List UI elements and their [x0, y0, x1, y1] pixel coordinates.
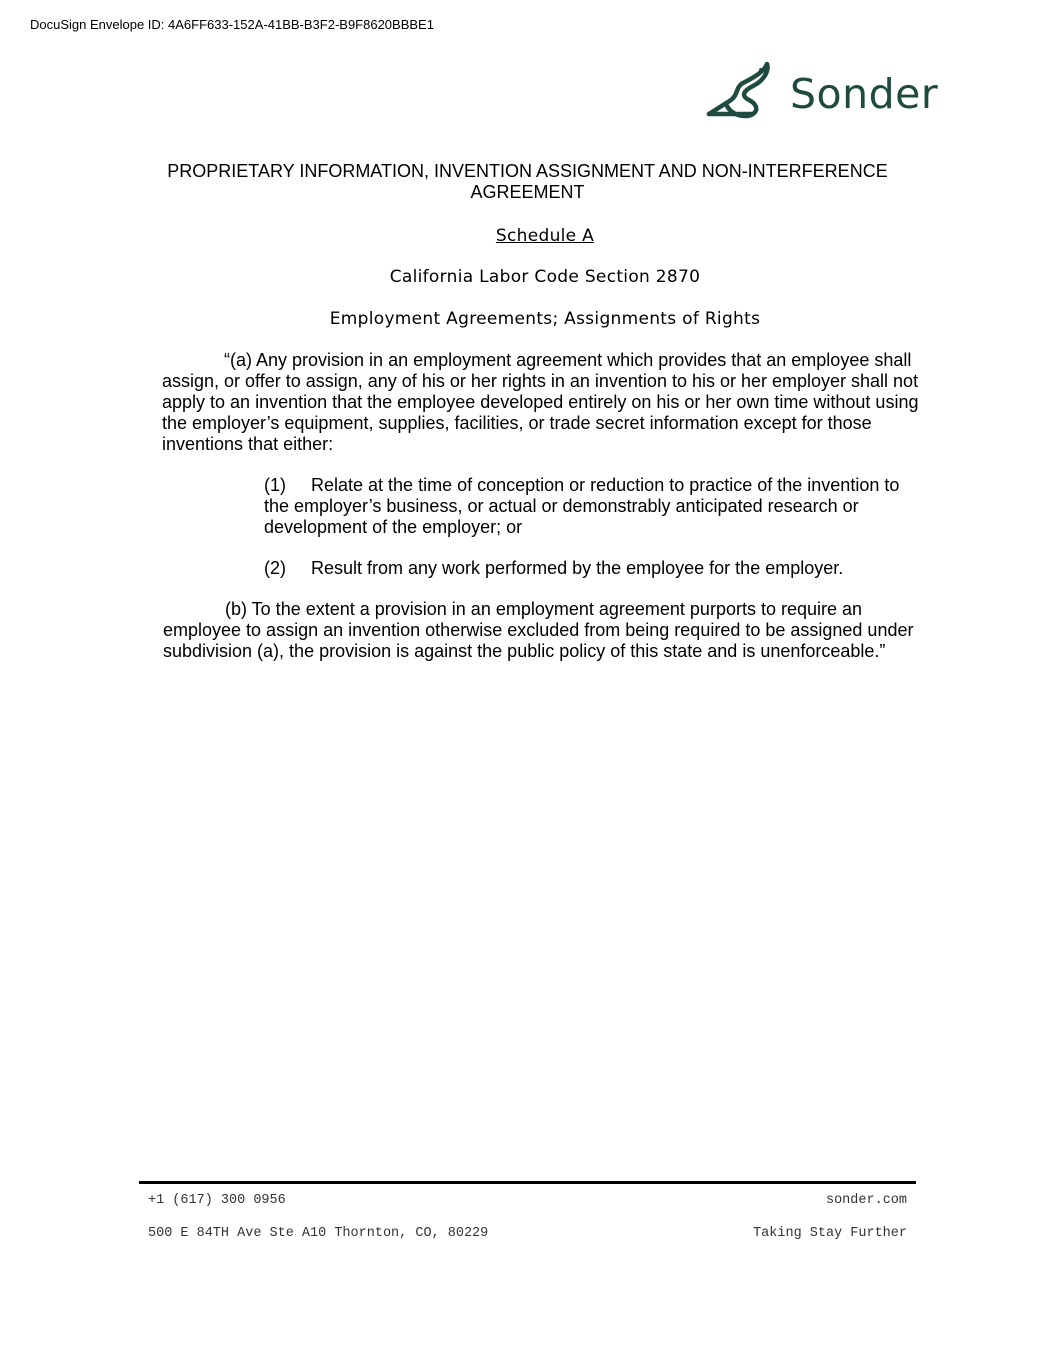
- section-heading: California Labor Code Section 2870: [389, 267, 701, 287]
- docusign-envelope-id: DocuSign Envelope ID: 4A6FF633-152A-41BB-B3F2-B9F8620BBBE1: [30, 17, 434, 32]
- footer-website: sonder.com: [825, 1193, 907, 1208]
- schedule-heading: Schedule A: [495, 226, 595, 246]
- footer-divider: [139, 1181, 916, 1184]
- sonder-bird-icon: [705, 60, 775, 120]
- title-line-2: AGREEMENT: [470, 182, 585, 202]
- document-title: [130, 161, 925, 203]
- rights-heading: Employment Agreements; Assignments of Rights: [329, 309, 761, 329]
- item-text: Relate at the time of conception or reduction to practice of the invention to the employer’s business, or actual or demonstrably anticipated research or development of the employer; or: [264, 475, 900, 537]
- list-item: [264, 558, 914, 579]
- footer-address: 500 E 84TH Ave Ste A10 Thornton, CO, 80229: [148, 1226, 489, 1241]
- item-text: Result from any work performed by the employee for the employer.: [311, 558, 844, 578]
- list-item: [264, 475, 914, 538]
- footer-tagline: Taking Stay Further: [753, 1226, 907, 1241]
- item-number: (2): [264, 558, 286, 578]
- item-number: (1): [264, 475, 286, 495]
- sonder-logo: [705, 60, 939, 120]
- footer-phone: +1 (617) 300 0956: [148, 1193, 286, 1208]
- title-line-1: PROPRIETARY INFORMATION, INVENTION ASSIGNMENT AND NON-INTERFERENCE: [167, 161, 888, 181]
- paragraph-b: (b) To the extent a provision in an employment agreement purports to require an employee to assign an invention otherwise excluded from being required to be assigned under subdivision (a), the provision is against the public policy of this state and is unenforceable.”: [163, 599, 914, 661]
- logo-wordmark: Sonder: [790, 70, 939, 118]
- paragraph-a: “(a) Any provision in an employment agreement which provides that an employee shall assign, or offer to assign, any of his or her rights in an invention to his or her employer shall not apply to an invention that the employee developed entirely on his or her own time without using the employer’s equipment, supplies, facilities, or trade secret information except for those inventions that either:: [162, 350, 919, 454]
